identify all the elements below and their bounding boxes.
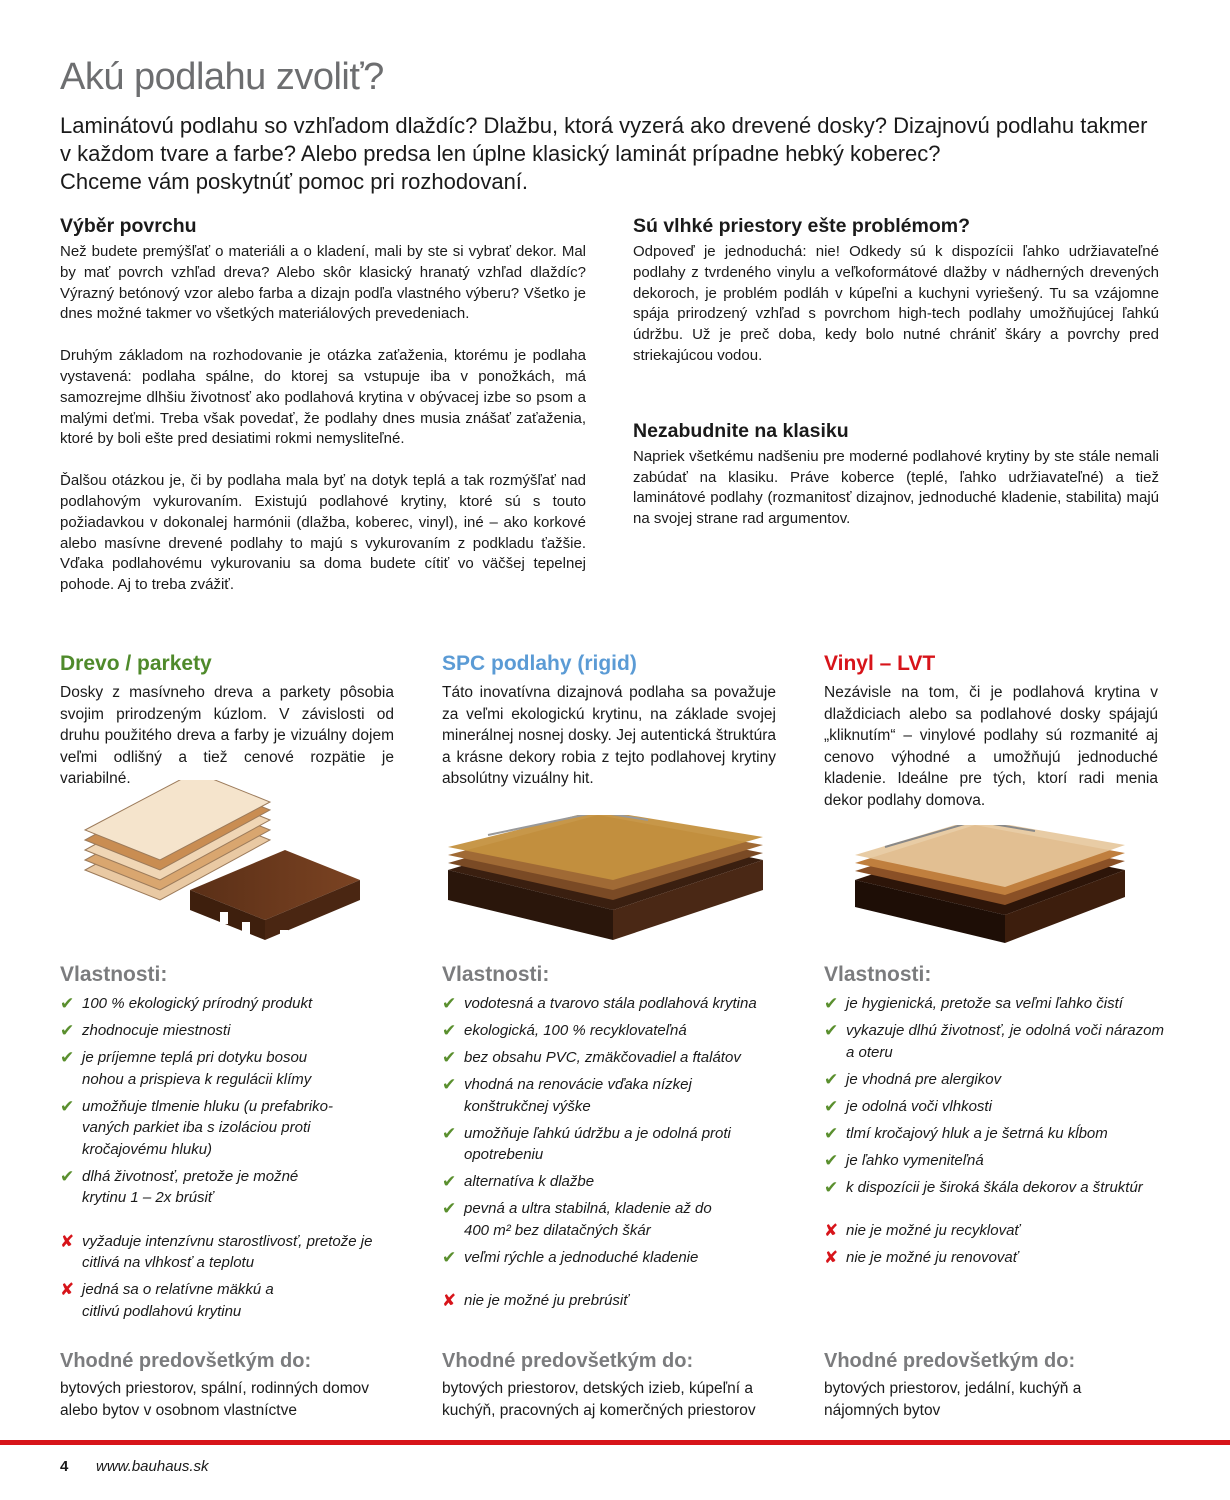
- checkmark-icon: ✔: [824, 1096, 839, 1116]
- pro-item: ✔ vykazuje dlhú životnosť, je odolná voči nárazom a oteru: [824, 1021, 1164, 1061]
- vinyl-lvt-illustration: [855, 825, 1135, 955]
- con-item: ✘ nie je možné ju prebrúsiť: [442, 1291, 629, 1310]
- wood-parquet-illustration: [70, 780, 370, 960]
- section-heading-classics: Nezabudnite na klasiku: [633, 419, 849, 442]
- checkmark-icon: ✔: [824, 994, 839, 1013]
- paragraph: Druhým základom na rozhodovanie je otázka zaťaženia, ktorému je podlaha vystavená: podlaha spálne, do ktorej sa vstupuje iba v ponožkách, má samozrejme dlhšiu životnosť ako podlahová krytina v obývacej izbe so psom a malými deťmi. Treba však povedať, že podlahy dnes musia znášať zaťaženia, ktoré by boli ešte pred desiatimi rokmi nemysliteľné.: [60, 347, 586, 448]
- footer-divider: [0, 1440, 1230, 1445]
- suitable-text: bytových priestorov, jedální, kuchýň a nájomných bytov: [824, 1380, 1082, 1419]
- section-classics: [633, 419, 1159, 530]
- intro-line: v každom tvare a farbe? Alebo predsa len úplne klasický laminát prípadne hebký koberec?: [60, 141, 941, 166]
- suitable-heading: Vhodné predovšetkým do:: [824, 1350, 1076, 1372]
- spc-floor-illustration: [448, 815, 768, 955]
- suitable-text: bytových priestorov, detských izieb, kúpeľní a kuchýň, pracovných aj komerčných priestorov: [442, 1380, 756, 1419]
- intro-line: Laminátovú podlahu so vzhľadom dlaždíc? Dlažbu, ktorá vyzerá ako drevené dosky? Dizajnovú podlahu takmer: [60, 113, 1148, 138]
- checkmark-icon: ✔: [442, 1021, 457, 1040]
- checkmark-icon: ✔: [442, 1172, 457, 1191]
- suitable-spc: [442, 1348, 792, 1421]
- con-item: ✘ nie je možné ju renovovať: [824, 1248, 1019, 1267]
- cross-icon: ✘: [60, 1231, 75, 1251]
- cons-list: [824, 1220, 1158, 1269]
- paragraph: Odpoveď je jednoduchá: nie! Odkedy sú k dispozícii ľahko udržiavateľné podlahy z tvrdeného vinylu a veľkoformátové dlažby v nádherných drevených dekoroch, je problém podláh v kúpeľni a kuchyni vyriešený. Tu sa vzájomne spája prirodzený vzhľad s povrchom high-tech podlahy umožňujúcej ľahkú údržbu. Už je preč doba, kedy bolo nutné chrániť škáry a povrchy pred striekajúcou vodou.: [633, 243, 1159, 364]
- product-spc: [442, 650, 776, 790]
- product-description: Táto inovatívna dizajnová podlaha sa považuje za veľmi ekologickú krytinu, na základe svojej minerálnej nosnej dosky. Jej autentická štruktúra a krásne dekory robia z tejto podlahovej krytiny absolútny vizuálny hit.: [442, 684, 776, 788]
- pro-item: ✔ je hygienická, pretože sa veľmi ľahko čistí: [824, 994, 1123, 1013]
- pro-item: ✔ je vhodná pre alergikov: [824, 1069, 1002, 1089]
- cross-icon: ✘: [442, 1291, 457, 1310]
- product-title: Drevo / parkety: [60, 652, 212, 675]
- footer-url-link[interactable]: www.bauhaus.sk: [96, 1458, 209, 1475]
- cross-icon: ✘: [60, 1280, 75, 1299]
- product-wood: [60, 650, 394, 790]
- suitable-heading: Vhodné predovšetkým do:: [442, 1350, 694, 1372]
- section-heading-wet-rooms: Sú vlhké priestory ešte problémom?: [633, 215, 971, 237]
- product-title: SPC podlahy (rigid): [442, 652, 637, 675]
- product-title: Vinyl – LVT: [824, 652, 936, 675]
- pro-item: ✔ je ľahko vymeniteľná: [824, 1150, 984, 1170]
- pro-item: ✔ 100 % ekologický prírodný produkt: [60, 994, 313, 1013]
- properties-vinyl: [824, 962, 1164, 1274]
- paragraph: Ďalšou otázkou je, či by podlaha mala byť na dotyk teplá a tak rozmýšľať nad podlahovým vykurovaním. Existujú podlahové krytiny, ktoré sú s touto požiadavkou v dokonalej harmónii (dlažba, koberec, vinyl), iné – ako korkové alebo masívne drevené podlahy to majú s vykurovaním z podkladu ťažšie. Vďaka podlahovému vykurovaniu sa doma budete cítiť vo väčšej tepelnej pohode. Aj to treba zvážiť.: [60, 472, 586, 594]
- checkmark-icon: ✔: [824, 1150, 839, 1170]
- checkmark-icon: ✔: [60, 1096, 75, 1116]
- checkmark-icon: ✔: [60, 1048, 75, 1067]
- pro-item: ✔ je príjemne teplá pri dotyku bosou nohou a prispieva k regulácii klímy: [60, 1048, 312, 1088]
- paragraph: Napriek všetkému nadšeniu pre moderné podlahové krytiny by ste stále nemali zabúdať na klasiku. Práve koberce (teplé, ľahko udržiavateľné) a tiež laminátové podlahy (rozmanitosť dizajnov, jednoduché kladenie, stabilita) majú na svojej strane rad argumentov.: [633, 447, 1159, 528]
- pros-list: [442, 993, 776, 1268]
- cross-icon: ✘: [824, 1248, 839, 1267]
- pro-item: ✔ bez obsahu PVC, zmäkčovadiel a ftalátov: [442, 1048, 741, 1067]
- con-item: ✘ nie je možné ju recyklovať: [824, 1221, 1020, 1240]
- section-heading-surface: Výběr povrchu: [60, 215, 197, 237]
- product-vinyl: [824, 650, 1158, 812]
- page-number: 4: [60, 1458, 69, 1475]
- checkmark-icon: ✔: [824, 1069, 839, 1089]
- pro-item: ✔ vodotesná a tvarovo stála podlahová krytina: [442, 994, 757, 1013]
- checkmark-icon: ✔: [442, 1199, 457, 1218]
- properties-heading: Vlastnosti:: [60, 963, 168, 986]
- page-title: Akú podlahu zvoliť?: [60, 56, 384, 98]
- pro-item: ✔ alternatíva k dlažbe: [442, 1172, 595, 1191]
- suitable-wood: [60, 1348, 390, 1421]
- checkmark-icon: ✔: [442, 1075, 457, 1094]
- checkmark-icon: ✔: [824, 1123, 839, 1143]
- checkmark-icon: ✔: [824, 1021, 839, 1040]
- checkmark-icon: ✔: [442, 994, 457, 1013]
- pro-item: ✔ tlmí kročajový hluk a je šetrná ku kĺbom: [824, 1123, 1108, 1143]
- pro-item: ✔ vhodná na renovácie vďaka nízkej konštrukčnej výške: [442, 1075, 692, 1115]
- checkmark-icon: ✔: [60, 994, 75, 1013]
- paragraph: Než budete premýšľať o materiáli a o kladení, mali by ste si vybrať dekor. Mal by mať povrch vzhľad dreva? Alebo skôr klasický hranatý vzhľad dlaždíc? Výrazný betónový vzor alebo farba a dizajn podľa vlastného výberu? Všetko je dnes možné takmer vo všetkých materiálových prevedeniach.: [60, 243, 586, 323]
- intro-line: Chceme vám poskytnúť pomoc pri rozhodovaní.: [60, 169, 529, 194]
- cons-list: [442, 1290, 776, 1312]
- pro-item: ✔ pevná a ultra stabilná, kladenie až do 400 m² bez dilatačných škár: [442, 1199, 712, 1239]
- right-column: [633, 214, 1159, 530]
- pro-item: ✔ k dispozícii je široká škála dekorov a štruktúr: [824, 1177, 1143, 1197]
- cons-list: [60, 1231, 394, 1323]
- suitable-vinyl: [824, 1348, 1114, 1421]
- properties-heading: Vlastnosti:: [442, 963, 550, 986]
- pros-list: [824, 993, 1164, 1198]
- pro-item: ✔ dlhá životnosť, pretože je možné krytinu 1 – 2x brúsiť: [60, 1166, 299, 1206]
- section-wet-rooms: [633, 214, 1159, 367]
- pro-item: ✔ je odolná voči vlhkosti: [824, 1096, 992, 1116]
- pro-item: ✔ umožňuje tlmenie hluku (u prefabriko-vaných parkiet iba s izoláciou proti kročajovému hluku): [60, 1096, 333, 1158]
- suitable-text: bytových priestorov, spální, rodinných domov alebo bytov v osobnom vlastníctve: [60, 1380, 370, 1419]
- con-item: ✘ jedná sa o relatívne mäkkú a citlivú podlahovú krytinu: [60, 1280, 274, 1320]
- product-description: Nezávisle na tom, či je podlahová krytina v dlaždiciach alebo sa podlahové dosky spájajú „kliknutím“ – vinylové podlahy sú rozmanité aj cenovo výhodné a umožňujú jednoduché kladenie. Ideálne pre tých, ktorí radi menia dekor podlahy domova.: [824, 684, 1158, 809]
- pro-item: ✔ umožňuje ľahkú údržbu a je odolná proti opotrebeniu: [442, 1123, 731, 1163]
- cross-icon: ✘: [824, 1221, 839, 1240]
- checkmark-icon: ✔: [442, 1247, 457, 1267]
- checkmark-icon: ✔: [824, 1177, 839, 1197]
- pro-item: ✔ ekologická, 100 % recyklovateľná: [442, 1021, 687, 1040]
- checkmark-icon: ✔: [442, 1123, 457, 1143]
- pros-list: [60, 993, 394, 1209]
- left-column: [60, 214, 586, 596]
- intro-text: [60, 112, 1160, 196]
- checkmark-icon: ✔: [60, 1166, 75, 1186]
- properties-heading: Vlastnosti:: [824, 963, 932, 986]
- checkmark-icon: ✔: [442, 1048, 457, 1067]
- suitable-heading: Vhodné predovšetkým do:: [60, 1350, 312, 1372]
- properties-wood: [60, 962, 394, 1328]
- pro-item: ✔ zhodnocuje miestnosti: [60, 1021, 231, 1040]
- pro-item: ✔ veľmi rýchle a jednoduché kladenie: [442, 1247, 699, 1267]
- con-item: ✘ vyžaduje intenzívnu starostlivosť, pretože je citlivá na vlhkosť a teplotu: [60, 1231, 373, 1271]
- checkmark-icon: ✔: [60, 1021, 75, 1040]
- product-description: Dosky z masívneho dreva a parkety pôsobia svojim prirodzeným kúzlom. V závislosti od druhu použitého dreva a farby je vizuálny dojem veľmi odlišný a tiež cenové rozpätie je variabilné.: [60, 684, 394, 788]
- properties-spc: [442, 962, 776, 1317]
